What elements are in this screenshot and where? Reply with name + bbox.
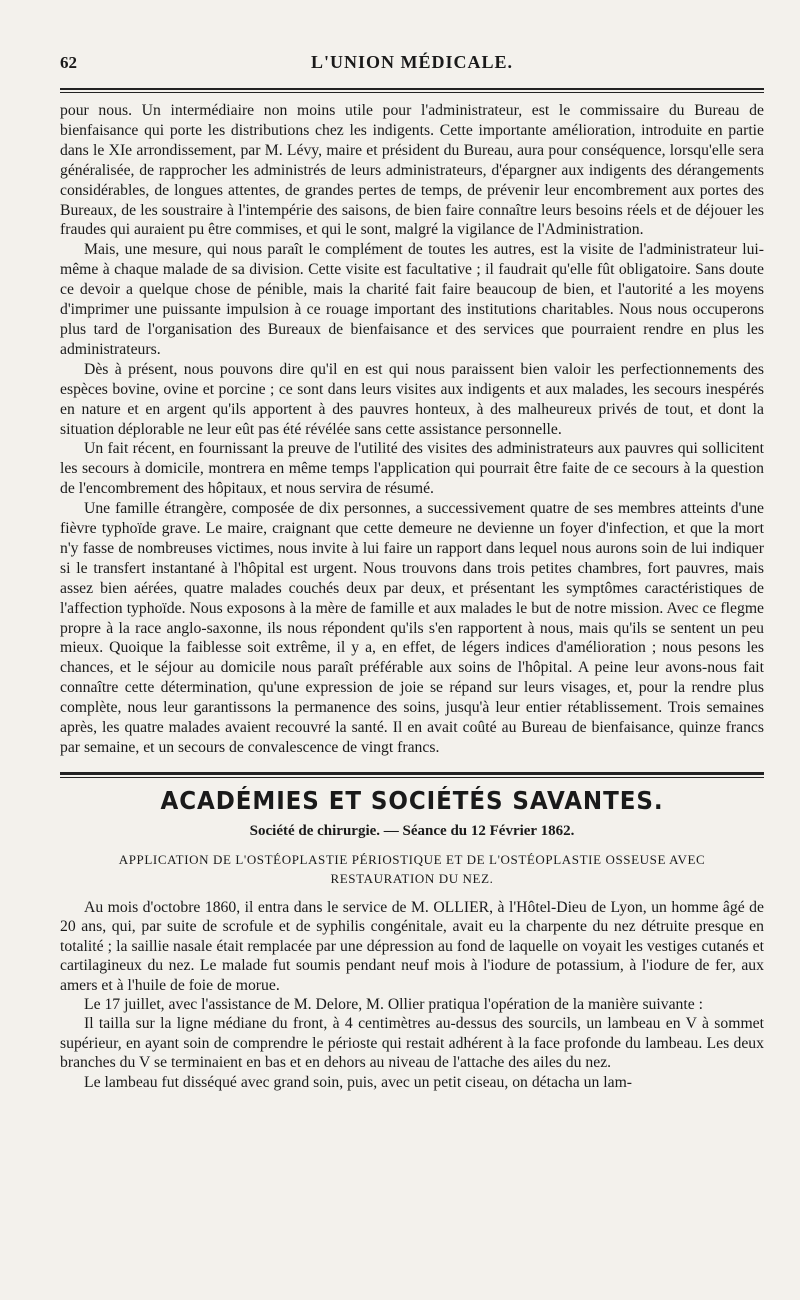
paragraph: Dès à présent, nous pouvons dire qu'il en est qui nous paraissent bien valoir les perfectionnements des espèces bovine, ovine et porcine ; ce sont dans leurs visites aux indigents et aux malades, les secours inespérés en nature et en argent qu'ils apportent à des pauvres honteux, à des malheureux privés de tout, et dont la situation déplorable ne leur eût pas été révélée sans cette assistance personnelle. <box>60 360 764 438</box>
article-title: APPLICATION DE L'OSTÉOPLASTIE PÉRIOSTIQUE ET DE L'OSTÉOPLASTIE OSSEUSE AVEC RESTAURATION DU NEZ. <box>118 851 706 886</box>
paragraph: Au mois d'octobre 1860, il entra dans le service de M. OLLIER, à l'Hôtel-Dieu de Lyon, un homme âgé de 20 ans, qui, par suite de scrofule et de syphilis congénitale, avait eu la charpente du nez détruite presque en totalité ; la saillie nasale était remplacée par une dépression au fond de laquelle on voyait les vestiges cutanés et cartilagineux du nez. Le malade fut soumis pendant neuf mois à l'iodure de potassium, à l'iodure de fer, aux amers et à l'huile de foie de morue. <box>60 898 764 994</box>
main-text <box>60 101 764 758</box>
page-header <box>60 52 764 84</box>
society-session-line: Société de chirurgie. — Séance du 12 Février 1862. <box>249 822 575 839</box>
header-rule <box>60 88 764 93</box>
paragraph: Le lambeau fut disséqué avec grand soin, puis, avec un petit ciseau, on détacha un lam- <box>84 1073 632 1091</box>
paragraph: Un fait récent, en fournissant la preuve de l'utilité des visites des administrateurs aux pauvres qui sollicitent les secours à domicile, montrera en même temps l'application qui pourrait être faite de ce secours à la question de l'encombrement des hôpitaux, et nous servira de résumé. <box>60 440 764 498</box>
section-heading: ACADÉMIES ET SOCIÉTÉS SAVANTES. <box>160 785 664 815</box>
section-rule <box>60 772 764 778</box>
paragraph: Le 17 juillet, avec l'assistance de M. Delore, M. Ollier pratiqua l'opération de la manière suivante : <box>84 995 703 1013</box>
paragraph: Une famille étrangère, composée de dix personnes, a successivement quatre de ses membres atteints d'une fièvre typhoïde grave. Le maire, craignant que cette demeure ne devienne un foyer d'infection, et que la mort n'y fasse de nombreuses victimes, nous invite à lui faire un rapport dans lequel nous aurons soin de lui indiquer si le transfert instantané à l'hôpital est urgent. Nous trouvons dans trois petites chambres, fort pauvres, mais assez bien aérées, quatre malades couchés deux par deux, et présentant les symptômes caractéristiques de l'affection typhoïde. Nous exposons à la mère de famille et aux malades le but de notre mission. Avec ce flegme propre à la race anglo-saxonne, ils nous répondent qu'ils s'en rapportent à nous, mais qu'ils se sentent un peu mieux. Quoique la faiblesse soit extrême, il y a, en effet, de légers indices d'amélioration ; nous pesons les chances, et le séjour au domicile nous paraît préférable aux soins de l'hôpital. A peine leur avons-nous fait connaître cette détermination, qu'une expression de joie se répand sur leurs visages, et, pour la rendre plus complète, nous leur garantissons la permanence des soins, jusqu'à leur entier rétablissement. Trois semaines après, les quatre malades avaient recouvré la santé. Il en avait coûté au Bureau de bienfaisance, quinze francs par semaine, et un secours de convalescence de vingt francs. <box>60 500 764 756</box>
paragraph: Il tailla sur la ligne médiane du front, à 4 centimètres au-dessus des sourcils, un lambeau en V à sommet supérieur, en ayant soin de comprendre le périoste qui restait adhérent à la face profonde du lambeau. Les deux branches du V se terminaient en bas et en dehors au niveau de l'attache des ailes du nez. <box>60 1015 764 1072</box>
running-title: L'UNION MÉDICALE. <box>310 52 514 72</box>
page-number: 62 <box>60 53 77 72</box>
article-text <box>60 898 764 1092</box>
paragraph: Mais, une mesure, qui nous paraît le complément de toutes les autres, est la visite de l'administrateur lui-même à chaque malade de sa division. Cette visite est facultative ; il faudrait qu'elle fût obligatoire. Sans doute ce devoir a quelque chose de pénible, mais la charité fait faire beaucoup de bien, et l'autorité a les moyens d'imprimer une puissante impulsion à ce rouage important des institutions charitables. Nous nous occuperons plus tard de l'organisation des Bureaux de bienfaisance et des services que pourraient rendre en plus les administrateurs. <box>60 241 764 358</box>
paragraph: pour nous. Un intermédiaire non moins utile pour l'administrateur, est le commissaire du Bureau de bienfaisance qui porte les distributions chez les indigents. Cette importante amélioration, introduite en partie dans le XIe arrondissement, par M. Lévy, maire et président du Bureau, aura pour conséquence, lorsqu'elle sera généralisée, de rapprocher les administrés de leurs administrateurs, d'épargner aux indigents des dérangements considérables, de longues attentes, de grandes pertes de temps, de prévenir leur encombrement aux portes des Bureaux, de les soustraire à l'intempérie des saisons, de bien faire connaître leurs besoins réels et de déjouer les fraudes qui auraient pu être commises, et qui le sont, malgré la vigilance de l'Administration. <box>60 102 764 239</box>
